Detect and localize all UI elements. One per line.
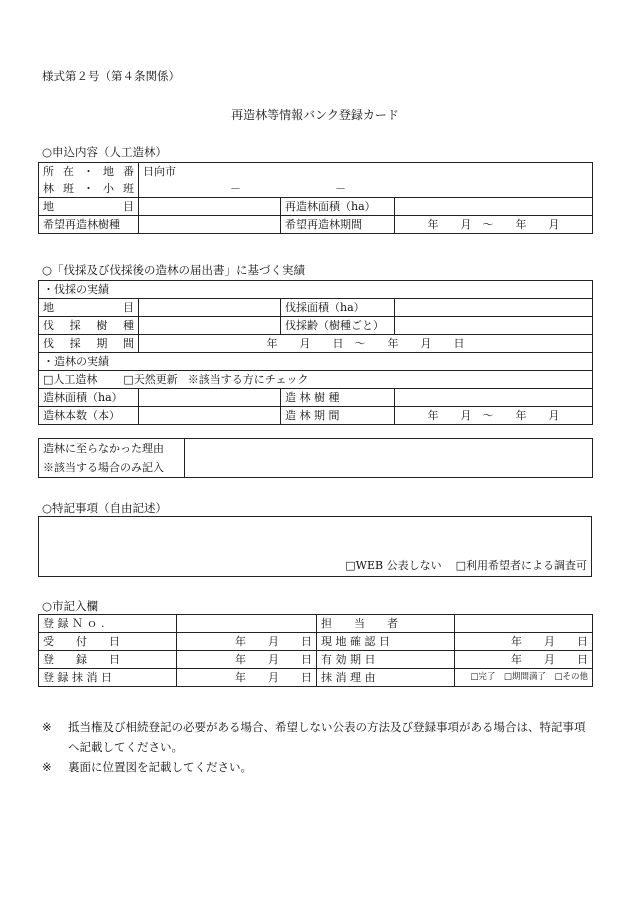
remarks-table [38, 516, 592, 577]
section-application-heading: ○申込内容（人工造林） [42, 145, 168, 159]
checkbox-instruction: ※該当する方にチェック [187, 373, 309, 386]
harvest-area-label: 伐採面積（ha） [281, 299, 395, 317]
forest-compartment-label: 林 班 ・ 小 班 [39, 180, 139, 198]
desired-species-label: 希望再造林樹種 [39, 216, 139, 234]
harvest-period-value[interactable]: 年 月 日 ～ 年 月 日 [139, 335, 593, 353]
natural-regeneration-checkbox[interactable]: □天然更新 [123, 373, 178, 386]
artificial-planting-checkbox[interactable]: □人工造林 [43, 373, 98, 386]
harvest-land-label: 地 目 [39, 299, 139, 317]
site-check-date-value[interactable]: 年 月 日 [455, 633, 593, 651]
harvest-area-value[interactable] [395, 299, 593, 317]
form-number-label: 様式第２号（第４条関係） [42, 69, 180, 83]
staff-label: 担 当 者 [317, 615, 455, 633]
planting-count-value[interactable] [139, 407, 281, 425]
desired-species-value[interactable] [139, 216, 281, 234]
compartment-dash: － [230, 182, 241, 195]
no-planting-reason-value[interactable] [185, 439, 593, 478]
note-item [42, 717, 590, 757]
reason-table [38, 438, 593, 478]
note-text: 抵当権及び相続登記の必要がある場合、希望しない公表の方法及び登録事項がある場合は、特記事項へ記載してください。 [68, 720, 586, 754]
section-results-heading: ○「伐採及び伐採後の造林の届出書」に基づく実績 [42, 263, 306, 277]
section-remarks-heading: ○特記事項（自由記述） [42, 501, 168, 515]
received-date-value[interactable]: 年 月 日 [177, 633, 317, 651]
received-date-label: 受 付 日 [39, 633, 177, 651]
harvest-species-label: 伐 採 樹 種 [39, 317, 139, 335]
valid-until-value[interactable]: 年 月 日 [455, 651, 593, 669]
harvest-age-value[interactable] [395, 317, 593, 335]
registration-number-label: 登 録 Ｎ ｏ . [39, 615, 177, 633]
notes [42, 717, 590, 777]
planting-type-row [39, 371, 593, 389]
registered-date-label: 登 録 日 [39, 651, 177, 669]
desired-period-label: 希望再造林期間 [281, 216, 395, 234]
planting-period-value[interactable]: 年 月 ～ 年 月 [395, 407, 593, 425]
deletion-reason-label: 抹 消 理 由 [317, 669, 455, 687]
planting-species-value[interactable] [395, 389, 593, 407]
forest-compartment-value[interactable] [139, 180, 593, 198]
note-mark: ※ [42, 720, 52, 734]
land-category-value[interactable] [139, 198, 281, 216]
planting-area-value[interactable] [139, 389, 281, 407]
note-item [42, 757, 590, 777]
planting-period-label: 造 林 期 間 [281, 407, 395, 425]
planting-count-label: 造林本数（本） [39, 407, 139, 425]
reason-label-line2: ※該当する場合のみ記入 [43, 461, 164, 474]
harvest-period-label: 伐 採 期 間 [39, 335, 139, 353]
reason-label-line1: 造林に至らなかった理由 [43, 442, 164, 455]
location-label: 所 在 ・ 地 番 [39, 163, 139, 181]
registration-number-value[interactable] [177, 615, 317, 633]
harvest-species-value[interactable] [139, 317, 281, 335]
application-table [38, 162, 593, 234]
staff-value[interactable] [455, 615, 593, 633]
valid-until-label: 有 効 期 日 [317, 651, 455, 669]
document-title: 再造林等情報バンク登録カード [231, 108, 399, 122]
remarks-box[interactable] [39, 517, 592, 577]
survey-allowed-checkbox[interactable]: □利用希望者による調査可 [455, 559, 587, 572]
harvest-age-label: 伐採齢（樹種ごと） [281, 317, 395, 335]
location-value[interactable]: 日向市 [139, 163, 593, 181]
no-planting-reason-label [39, 439, 185, 478]
note-mark: ※ [42, 760, 52, 774]
desired-period-value[interactable]: 年 月 ～ 年 月 [395, 216, 593, 234]
deletion-date-label: 登 録 抹 消 日 [39, 669, 177, 687]
planting-results-heading: ・造林の実績 [39, 353, 593, 371]
planting-species-label: 造 林 樹 種 [281, 389, 395, 407]
harvest-land-value[interactable] [139, 299, 281, 317]
results-table [38, 280, 593, 425]
site-check-date-label: 現 地 確 認 日 [317, 633, 455, 651]
reforest-area-label: 再造林面積（ha） [281, 198, 395, 216]
web-unpublished-checkbox[interactable]: □WEB 公表しない [345, 559, 442, 572]
deletion-reason-options[interactable]: □完了 □期間満了 □その他 [455, 669, 593, 687]
registered-date-value[interactable]: 年 月 日 [177, 651, 317, 669]
land-category-label: 地 目 [39, 198, 139, 216]
harvest-results-heading: ・伐採の実績 [39, 281, 593, 299]
note-text: 裏面に位置図を記載してください。 [68, 760, 252, 774]
reforest-area-value[interactable] [395, 198, 593, 216]
city-use-table [38, 614, 593, 687]
subcompartment-dash: － [335, 182, 346, 195]
section-city-heading: ○市記入欄 [42, 599, 99, 613]
planting-area-label: 造林面積（ha） [39, 389, 139, 407]
deletion-date-value[interactable]: 年 月 日 [177, 669, 317, 687]
